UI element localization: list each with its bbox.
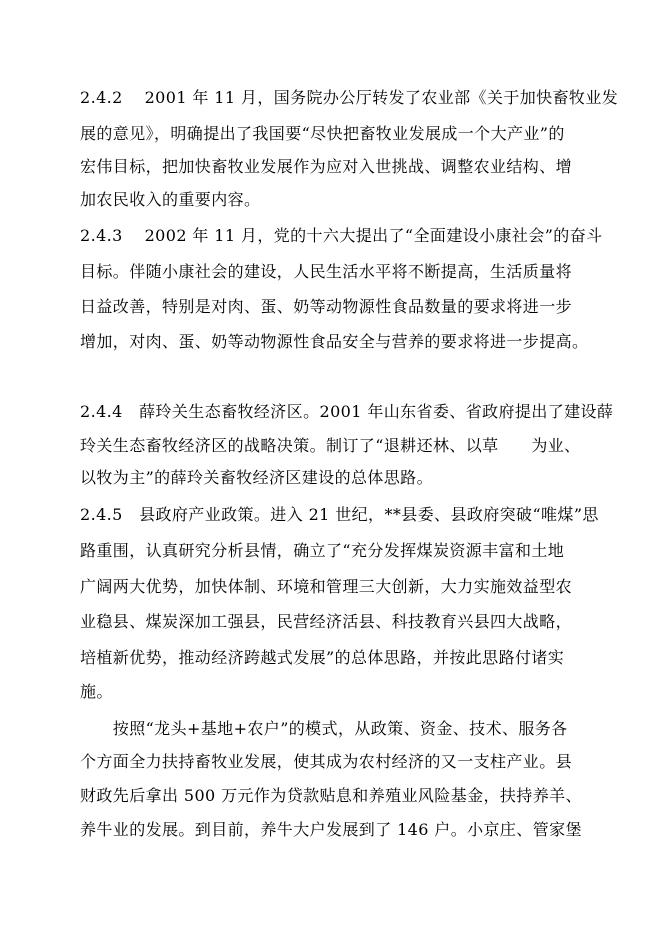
text-line: 广阔两大优势，加快体制、环境和管理三大创新，大力实施效益型农 <box>80 577 573 596</box>
text-line: 宏伟目标，把加快畜牧业发展作为应对入世挑战、调整农业结构、增 <box>80 157 573 176</box>
text-line: 2.4.3 2002 年 11 月，党的十六大提出了“全面建设小康社会”的奋斗 <box>80 226 603 245</box>
text-line: 按照“龙头+基地+农户”的模式，从政策、资金、技术、服务各 <box>80 719 568 738</box>
text-line: 加农民收入的重要内容。 <box>80 190 261 209</box>
text-line: 财政先后拿出 500 万元作为贷款贴息和养殖业风险基金，扶持养羊、 <box>80 786 582 805</box>
text-line: 2.4.2 2001 年 11 月，国务院办公厅转发了农业部《关于加快畜牧业发 <box>80 88 619 107</box>
text-line: 培植新优势，推动经济跨越式发展”的总体思路，并按此思路付诸实 <box>80 648 565 667</box>
text-line: 增加，对肉、蛋、奶等动物源性食品安全与营养的要求将进一步提高。 <box>80 332 589 351</box>
text-line: 养牛业的发展。到目前，养牛大户发展到了 146 户。小京庄、管家堡 <box>80 820 582 839</box>
text-line: 以牧为主”的薛玲关畜牧经济区建设的总体思路。 <box>80 468 433 487</box>
text-line: 个方面全力扶持畜牧业发展，使其成为农村经济的又一支柱产业。县 <box>80 752 573 771</box>
text-line: 玲关生态畜牧经济区的战略决策。制订了“退耕还林、以草 为业、 <box>80 436 581 455</box>
text-line: 展的意见》，明确提出了我国要“尽快把畜牧业发展成一个大产业”的 <box>80 124 565 143</box>
text-line: 2.4.5 县政府产业政策。进入 21 世纪，**县委、县政府突破“唯煤”思 <box>80 505 599 524</box>
text-line: 2.4.4 薛玲关生态畜牧经济区。2001 年山东省委、省政府提出了建设薛 <box>80 402 614 421</box>
text-line: 目标。伴随小康社会的建设，人民生活水平将不断提高，生活质量将 <box>80 262 573 281</box>
text-line: 日益改善，特别是对肉、蛋、奶等动物源性食品数量的要求将进一步 <box>80 297 573 316</box>
text-line: 施。 <box>80 682 113 701</box>
text-line: 业稳县、煤炭深加工强县，民营经济活县、科技教育兴县四大战略， <box>80 612 573 631</box>
text-line: 路重围，认真研究分析县情，确立了“充分发挥煤炭资源丰富和土地 <box>80 541 565 560</box>
